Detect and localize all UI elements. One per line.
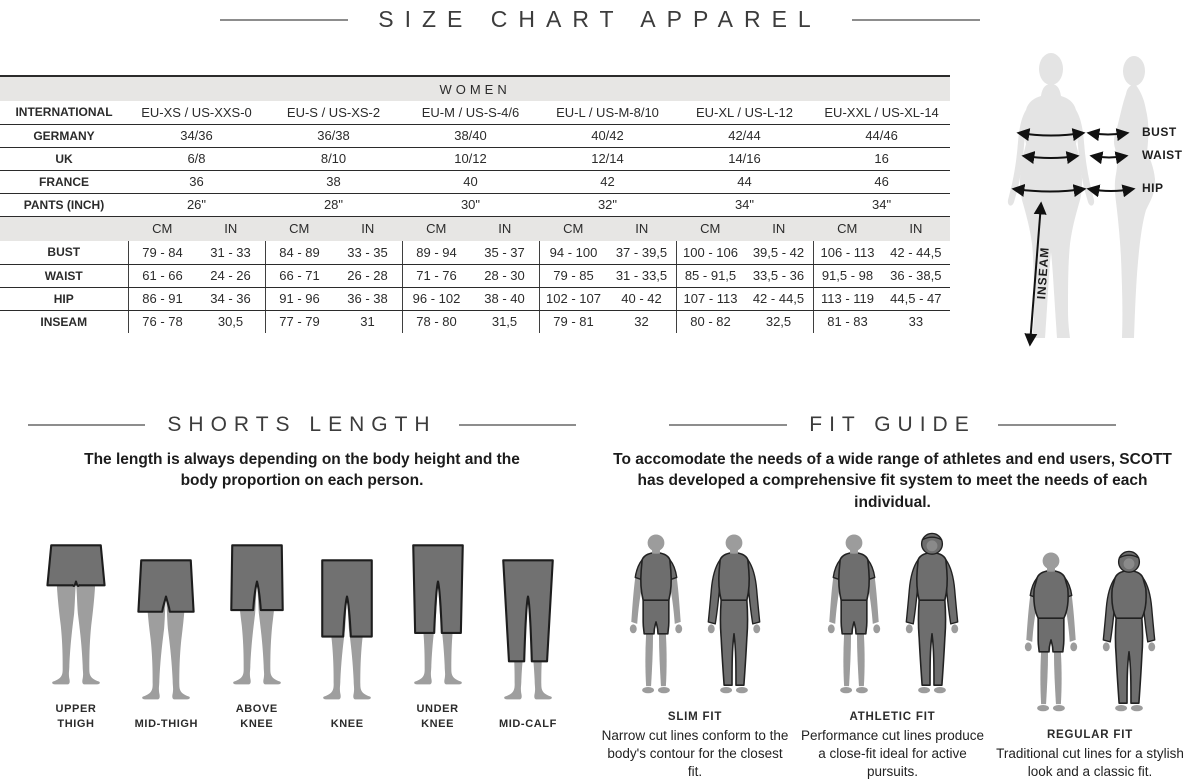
shorts-mid-calf-icon [488,547,568,707]
athletic-fit-figures [818,531,968,699]
fit-section-title: FIT GUIDE [809,413,976,436]
table-cell: 33,5 - 36 [745,264,814,287]
table-row [0,287,950,310]
table-cell: 44,5 - 47 [882,287,951,310]
table-cell: 30,5 [217,314,244,330]
shorts-length-section [28,413,576,731]
shorts-rule-left [28,424,145,426]
women-silhouette-icon [988,48,1200,370]
row-label: UK [0,147,128,170]
shorts-mid-thigh-icon [126,547,206,707]
table-row [0,76,950,101]
table-cell: 42 - 44,5 [882,241,951,264]
table-cell: 38 [265,170,402,193]
fit-name: ATHLETIC FIT [849,711,936,724]
unit-header-cm: CM [152,221,173,237]
table-cell: 89 - 94 [402,241,471,264]
table-cell: 37 - 39,5 [608,241,677,264]
table-cell: 31 [360,314,375,330]
shorts-length-item [396,532,480,732]
row-label: HIP [0,287,128,310]
table-cell: 107 - 113 [676,287,745,310]
table-cell: 113 - 119 [813,287,882,310]
table-cell: 32,5 [765,314,792,330]
table-cell: 33 - 35 [334,241,403,264]
table-cell: 32 [634,314,649,330]
table-cell: 106 - 113 [813,241,882,264]
table-cell: 46 [813,170,950,193]
row-label: WAIST [0,264,128,287]
unit-header-in: IN [909,221,923,237]
page-header [0,6,1200,33]
table-cell: 34" [676,193,813,216]
shorts-length-item [124,547,208,732]
unit-header-cm: CM [837,221,858,237]
body-measurement-diagram [988,48,1200,370]
shorts-length-label: ABOVE KNEE [235,702,278,730]
table-cell: 35 - 37 [471,241,540,264]
shorts-length-label: KNEE [330,717,364,730]
shorts-length-label: UNDER KNEE [416,702,459,730]
table-cell: 14/16 [676,147,813,170]
table-cell: 77 - 79 [265,310,334,333]
shorts-above-knee-icon [217,532,297,692]
table-cell: 34/36 [128,124,265,147]
row-label: PANTS (INCH) [0,193,128,216]
table-cell: 42 [539,170,676,193]
unit-header-in: IN [361,221,375,237]
unit-header-in: IN [224,221,238,237]
table-cell: 79 - 81 [539,310,608,333]
fit-description: Traditional cut lines for a stylish look and a classic fit. [996,745,1184,779]
table-cell: 40 [402,170,539,193]
women-group-header: WOMEN [439,81,511,97]
row-label: INSEAM [40,314,88,329]
table-cell: EU-L / US-M-8/10 [539,101,676,124]
table-cell: 40/42 [539,124,676,147]
row-label [0,216,128,241]
table-row [0,216,950,241]
slim-fit-figures [620,531,770,699]
unit-header-cm: CM [563,221,584,237]
table-cell: EU-XS / US-XXS-0 [128,101,265,124]
table-row [0,310,950,333]
fit-guide-item [600,531,790,780]
table-cell: 36 [128,170,265,193]
bust-arrow-label: BUST [1142,125,1177,139]
fit-description: Performance cut lines produce a close-fit ideal for active pursuits. [800,728,985,779]
table-cell: 36 - 38 [334,287,403,310]
table-cell: 36/38 [265,124,402,147]
shorts-length-item [215,532,299,732]
fit-guide-item [798,531,988,780]
table-cell: 34" [813,193,950,216]
table-cell: 91,5 - 98 [813,264,882,287]
unit-header-cm: CM [426,221,447,237]
table-row [0,264,950,287]
fit-figures-row [600,531,1185,780]
fit-rule-left [669,424,787,426]
table-cell: 44 [676,170,813,193]
slim-fit-front-figure-icon [620,531,692,699]
waist-arrow-label: WAIST [1142,148,1183,162]
table-cell: 34 - 36 [197,287,266,310]
fit-name: SLIM FIT [667,711,723,724]
table-cell: 24 - 26 [197,264,266,287]
table-cell: 26 - 28 [334,264,403,287]
table-row [0,124,950,147]
shorts-under-knee-icon [398,532,478,692]
athletic-fit-front-figure-icon [818,531,890,699]
table-cell: 94 - 100 [539,241,608,264]
table-cell: 80 - 82 [676,310,745,333]
table-cell: 8/10 [265,147,402,170]
table-row [0,241,950,264]
table-cell: 40 - 42 [608,287,677,310]
table-cell: 66 - 71 [265,264,334,287]
title-rule-left [220,19,348,21]
table-cell: 12/14 [539,147,676,170]
table-cell: 71 - 76 [402,264,471,287]
table-cell: 100 - 106 [676,241,745,264]
title-rule-right [852,19,980,21]
table-cell: 96 - 102 [402,287,471,310]
fit-section-description: To accomodate the needs of a wide range of athletes and end users, SCOTT has developed a comprehensive fit system to meet the needs of each individual. [613,451,1172,511]
shorts-length-label: UPPER THIGH [55,702,97,730]
table-row [0,147,950,170]
unit-header-in: IN [498,221,512,237]
fit-guide-item [995,549,1185,781]
fit-name: REGULAR FIT [1046,728,1134,741]
table-cell: 76 - 78 [128,310,197,333]
table-cell: 28 - 30 [471,264,540,287]
unit-header-in: IN [772,221,786,237]
hip-arrow-label: HIP [1142,181,1164,195]
table-cell: 6/8 [128,147,265,170]
unit-header-cm: CM [700,221,721,237]
shorts-figures-row [28,532,576,732]
table-cell: 42 - 44,5 [745,287,814,310]
table-cell: 10/12 [402,147,539,170]
table-cell: EU-M / US-S-4/6 [402,101,539,124]
row-label: BUST [0,241,128,264]
fit-description: Narrow cut lines conform to the body's contour for the closest fit. [601,728,789,779]
table-cell: 61 - 66 [128,264,197,287]
shorts-rule-right [459,424,576,426]
unit-header-in: IN [635,221,649,237]
table-cell: 26" [128,193,265,216]
table-cell: 81 - 83 [813,310,882,333]
table-cell: 78 - 80 [402,310,471,333]
unit-header-cm: CM [289,221,310,237]
table-cell: 33 [908,314,924,330]
table-cell: 32" [539,193,676,216]
table-cell: 28" [265,193,402,216]
inseam-arrow-label: INSEAM [1034,246,1052,300]
table-row [0,170,950,193]
table-row [0,101,950,124]
regular-fit-figures [1015,549,1165,717]
regular-fit-front-figure-icon [1015,549,1087,717]
table-cell: 102 - 107 [539,287,608,310]
table-cell: 42/44 [676,124,813,147]
table-cell: 79 - 85 [539,264,608,287]
table-cell: 31,5 [491,314,518,330]
shorts-section-description: The length is always depending on the body height and the body proportion on each person. [84,451,520,490]
table-cell: 44/46 [813,124,950,147]
table-row [0,193,950,216]
fit-section-header [600,413,1185,437]
shorts-section-title: SHORTS LENGTH [167,413,437,436]
fit-rule-right [998,424,1116,426]
row-label: INTERNATIONAL [0,101,128,124]
shorts-length-item [305,547,389,732]
fit-guide-section [600,413,1185,781]
regular-fit-covered-figure-icon [1093,549,1165,717]
shorts-length-label: MID-CALF [498,717,557,730]
women-size-table [0,75,950,333]
table-cell: 91 - 96 [265,287,334,310]
page-title: SIZE CHART APPAREL [378,6,822,32]
table-cell: 38/40 [402,124,539,147]
shorts-knee-icon [307,547,387,707]
shorts-length-item [34,532,118,732]
athletic-fit-covered-figure-icon [896,531,968,699]
slim-fit-covered-figure-icon [698,531,770,699]
table-cell: 30" [402,193,539,216]
shorts-upper-thigh-icon [36,532,116,692]
shorts-length-label: MID-THIGH [134,717,199,730]
table-cell: 16 [813,147,950,170]
table-cell: 86 - 91 [128,287,197,310]
table-cell: 85 - 91,5 [676,264,745,287]
table-cell: 36 - 38,5 [882,264,951,287]
table-cell: 39,5 - 42 [745,241,814,264]
table-cell: 84 - 89 [265,241,334,264]
row-label: FRANCE [0,170,128,193]
table-cell: 79 - 84 [128,241,197,264]
row-label: GERMANY [0,124,128,147]
table-cell: 38 - 40 [471,287,540,310]
table-cell: EU-S / US-XS-2 [265,101,402,124]
shorts-length-item [486,547,570,732]
table-cell: 31 - 33 [197,241,266,264]
shorts-section-header [28,413,576,437]
table-cell: EU-XL / US-L-12 [676,101,813,124]
table-cell: EU-XXL / US-XL-14 [813,101,950,124]
table-cell: 31 - 33,5 [608,264,677,287]
